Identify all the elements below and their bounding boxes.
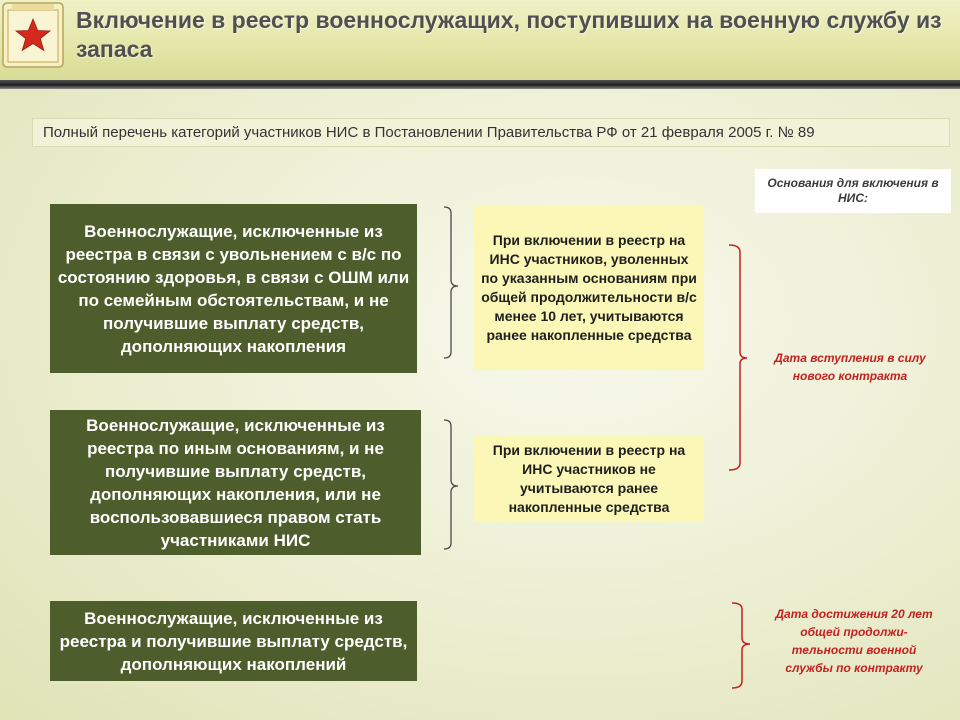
subtitle-banner: Полный перечень категорий участников НИС в Постановлении Правительства РФ от 21 февраля 2005 г. № 89 xyxy=(32,118,950,147)
category-text-2: Военнослужащие, исключенные из реестра по иным основаниям, и не получившие выплату средств, дополняющих накопления, или не воспользовавшиеся правом стать участниками НИС xyxy=(86,415,385,550)
category-text-3: Военнослужащие, исключенные из реестра и получившие выплату средств, дополняющих накоплений xyxy=(59,608,408,674)
basis-text-2: Дата достижения 20 лет общей продолжи-тельности военной службы по контракту xyxy=(775,607,933,675)
category-text-1: Военнослужащие, исключенные из реестра в связи с увольнением с в/с по состоянию здоровья, в связи с ОШМ или по семейным обстоятельствам, и не получившие выплату средств, дополняющих накопления xyxy=(57,221,410,356)
condition-text-2: При включении в реестр на ИНС участников не учитываются ранее накопленные средства xyxy=(492,442,686,515)
bracket-group-2 xyxy=(444,420,458,549)
bracket-group-1 xyxy=(444,207,458,358)
basis-label: Основания для включения в НИС: xyxy=(755,169,951,213)
bracket-basis-1 xyxy=(729,245,747,470)
condition-text-1: При включении в реестр на ИНС участников, уволенных по указанным основаниям при общей продолжительности в/с менее 10 лет, учитываются ранее накопленные средства xyxy=(481,232,697,343)
page-title: Включение в реестр военнослужащих, поступивших на военную службу из запаса xyxy=(76,7,942,62)
basis-text-1: Дата вступления в силу нового контракта xyxy=(774,351,926,383)
bracket-basis-2 xyxy=(732,603,750,688)
